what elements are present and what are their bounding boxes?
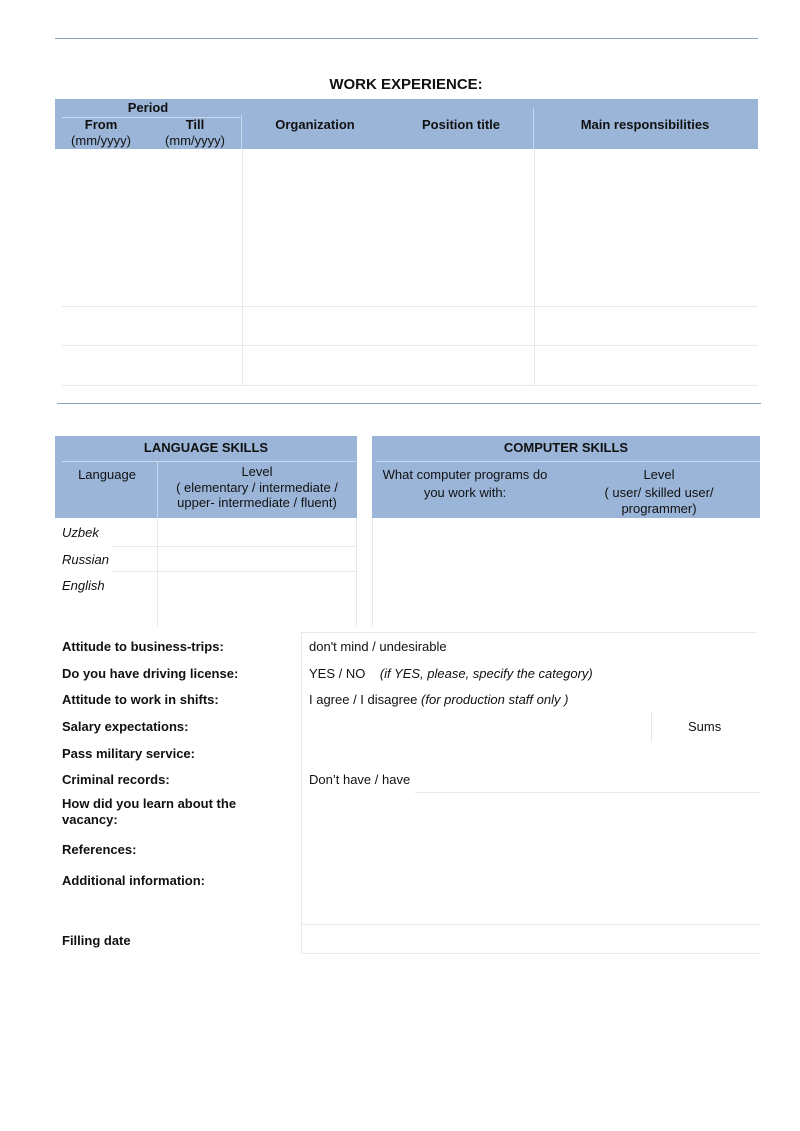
we-entry-row-1[interactable] xyxy=(55,150,758,306)
language-level-label: Level xyxy=(241,464,273,479)
russian-level-cell[interactable] xyxy=(158,547,356,571)
language-table-right-border xyxy=(356,518,357,626)
we-entry-row-3[interactable] xyxy=(55,346,758,385)
period-separator xyxy=(241,115,242,149)
top-divider xyxy=(55,38,758,39)
shifts-note: (for production staff only ) xyxy=(421,692,569,707)
fields-bottom-line xyxy=(301,953,760,954)
driving-license-value[interactable] xyxy=(309,666,593,681)
computer-programs-label-2: you work with: xyxy=(423,485,507,500)
military-label: Pass military service: xyxy=(62,746,195,761)
driving-license-label: Do you have driving license: xyxy=(62,666,239,681)
language-english: English xyxy=(62,578,105,593)
filling-date-label: Filling date xyxy=(62,933,131,948)
salary-input[interactable] xyxy=(302,712,650,740)
criminal-label: Criminal records: xyxy=(62,772,170,787)
references-label: References: xyxy=(62,842,137,857)
middle-divider xyxy=(57,403,761,404)
till-format: (mm/yyyy) xyxy=(165,133,225,148)
salary-sums-separator xyxy=(651,712,652,742)
computer-skills-cell[interactable] xyxy=(373,520,760,626)
shifts-label: Attitude to work in shifts: xyxy=(62,692,219,707)
language-header-underline xyxy=(62,461,356,462)
additional-info-label: Additional information: xyxy=(62,873,205,888)
language-level-options-1: ( elementary / intermediate / xyxy=(176,480,338,495)
computer-level-options-2: programmer) xyxy=(621,501,697,516)
position-title-label: Position title xyxy=(422,117,500,132)
criminal-value[interactable]: Don’t have / have xyxy=(309,772,411,787)
main-responsibilities-label: Main responsibilities xyxy=(580,117,710,132)
language-label: Language xyxy=(78,467,136,482)
computer-level-label: Level xyxy=(643,467,675,482)
period-label: Period xyxy=(127,100,169,115)
computer-level-options-1: ( user/ skilled user/ xyxy=(604,485,714,500)
language-russian: Russian xyxy=(62,552,109,567)
shifts-value[interactable] xyxy=(309,692,568,707)
shifts-options: I agree / I disagree xyxy=(309,692,418,707)
criminal-underline xyxy=(415,792,760,793)
we-entry-row-2[interactable] xyxy=(55,307,758,345)
position-separator xyxy=(533,108,534,149)
business-trips-label: Attitude to business-trips: xyxy=(62,639,224,654)
english-level-cell[interactable] xyxy=(158,572,356,626)
vacancy-source-input[interactable] xyxy=(302,794,758,830)
language-skills-title: LANGUAGE SKILLS xyxy=(143,440,269,455)
military-input[interactable] xyxy=(302,742,757,768)
vacancy-source-label-1: How did you learn about the xyxy=(62,796,237,811)
driving-license-note: (if YES, please, specify the category) xyxy=(379,666,593,681)
we-row-line-3 xyxy=(62,385,758,386)
computer-skills-title: COMPUTER SKILLS xyxy=(503,440,629,455)
till-label: Till xyxy=(185,117,205,132)
additional-info-input[interactable] xyxy=(302,866,758,923)
salary-unit: Sums xyxy=(688,719,722,734)
from-format: (mm/yyyy) xyxy=(71,133,131,148)
computer-header-underline xyxy=(376,461,760,462)
fields-top-line xyxy=(301,632,757,633)
language-level-options-2: upper- intermediate / fluent) xyxy=(177,495,337,510)
from-label: From xyxy=(84,117,118,132)
driving-license-options: YES / NO xyxy=(309,666,366,681)
language-uzbek: Uzbek xyxy=(62,525,99,540)
organization-label: Organization xyxy=(275,117,355,132)
filling-date-input[interactable] xyxy=(302,925,758,953)
salary-label: Salary expectations: xyxy=(62,719,189,734)
work-experience-title: WORK EXPERIENCE: xyxy=(329,76,483,93)
computer-programs-label-1: What computer programs do xyxy=(382,467,548,482)
references-input[interactable] xyxy=(302,832,758,864)
uzbek-level-cell[interactable] xyxy=(158,520,356,546)
business-trips-value[interactable]: don't mind / undesirable xyxy=(309,639,447,654)
vacancy-source-label-2: vacancy: xyxy=(62,812,118,827)
